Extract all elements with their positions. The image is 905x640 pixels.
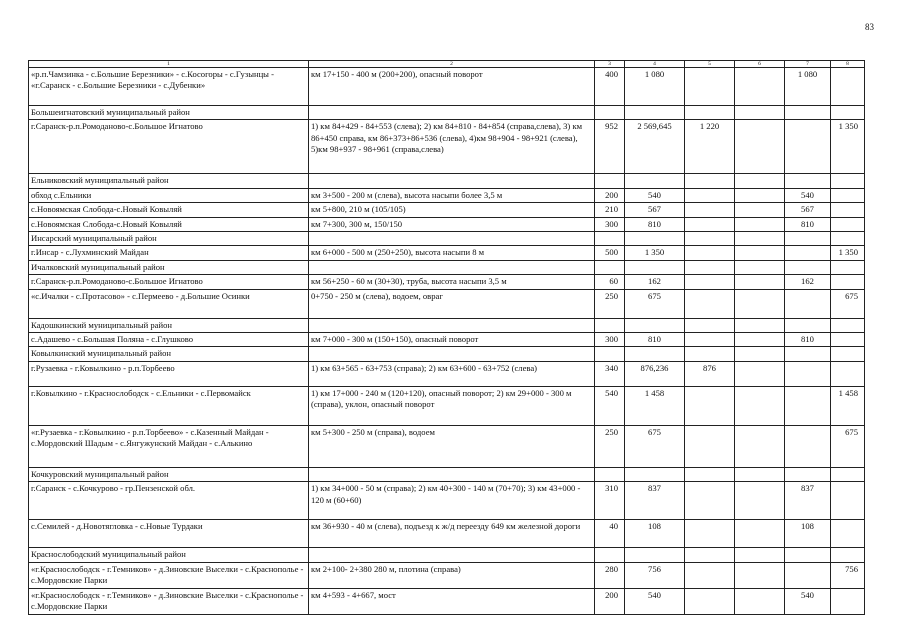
length-cell [595, 347, 625, 361]
length-cell: 200 [595, 588, 625, 614]
section-description-cell: км 6+000 - 500 м (250+250), высота насыпи 8 м [309, 246, 595, 260]
col6-cell [735, 203, 785, 217]
section-description-cell: 0+750 - 250 м (слева), водоем, овраг [309, 289, 595, 318]
cost-cell: 876,236 [625, 361, 685, 386]
col6-cell [735, 318, 785, 332]
length-cell: 200 [595, 188, 625, 202]
length-cell: 280 [595, 562, 625, 588]
section-description-cell: км 36+930 - 40 м (слева), подъезд к ж/д переезду 649 км железной дороги [309, 520, 595, 548]
cost-cell: 756 [625, 562, 685, 588]
length-cell: 300 [595, 217, 625, 231]
col5-cell [685, 562, 735, 588]
col7-cell [785, 260, 831, 274]
cost-cell [625, 347, 685, 361]
cost-cell [625, 174, 685, 188]
section-description-cell: км 5+800, 210 м (105/105) [309, 203, 595, 217]
col7-cell: 837 [785, 482, 831, 520]
col7-cell [785, 562, 831, 588]
col6-cell [735, 520, 785, 548]
col5-cell [685, 275, 735, 289]
col7-cell [785, 347, 831, 361]
cost-cell: 675 [625, 289, 685, 318]
length-cell: 300 [595, 333, 625, 347]
cost-cell: 675 [625, 425, 685, 467]
col8-cell [831, 68, 865, 106]
column-number-row [29, 61, 865, 68]
column-number: 8 [831, 61, 865, 68]
col8-cell: 1 350 [831, 120, 865, 174]
col5-cell [685, 289, 735, 318]
table-row [29, 482, 865, 520]
table-row [29, 588, 865, 614]
col5-cell: 876 [685, 361, 735, 386]
length-cell: 500 [595, 246, 625, 260]
col7-cell: 810 [785, 217, 831, 231]
col5-cell [685, 68, 735, 106]
col5-cell [685, 217, 735, 231]
col7-cell: 810 [785, 333, 831, 347]
cost-cell: 1 350 [625, 246, 685, 260]
col5-cell: 1 220 [685, 120, 735, 174]
cost-cell: 540 [625, 188, 685, 202]
cost-cell: 810 [625, 217, 685, 231]
section-description-cell [309, 347, 595, 361]
section-description-cell [309, 467, 595, 481]
length-cell: 340 [595, 361, 625, 386]
table-row [29, 425, 865, 467]
road-name-cell: г.Ковылкино - г.Краснослободск - с.Ельники - с.Первомайск [29, 386, 309, 425]
col6-cell [735, 217, 785, 231]
length-cell [595, 174, 625, 188]
col5-cell [685, 174, 735, 188]
road-name-cell: Ковылкинский муниципальный район [29, 347, 309, 361]
section-description-cell: км 4+593 - 4+667, мост [309, 588, 595, 614]
col8-cell [831, 361, 865, 386]
col6-cell [735, 562, 785, 588]
col8-cell: 675 [831, 425, 865, 467]
col6-cell [735, 188, 785, 202]
col8-cell: 756 [831, 562, 865, 588]
col8-cell: 1 350 [831, 246, 865, 260]
district-section-row [29, 106, 865, 120]
column-number: 3 [595, 61, 625, 68]
col7-cell [785, 120, 831, 174]
col6-cell [735, 347, 785, 361]
table-row [29, 520, 865, 548]
road-name-cell: «г.Краснослободск - г.Темников» - д.Зиновские Выселки - с.Краснополье - с.Мордовские Парки [29, 562, 309, 588]
length-cell [595, 106, 625, 120]
col8-cell [831, 174, 865, 188]
col8-cell [831, 318, 865, 332]
length-cell [595, 467, 625, 481]
col6-cell [735, 333, 785, 347]
col6-cell [735, 260, 785, 274]
col7-cell: 567 [785, 203, 831, 217]
col5-cell [685, 318, 735, 332]
col8-cell [831, 232, 865, 246]
col8-cell [831, 548, 865, 562]
section-description-cell: 1) км 17+000 - 240 м (120+120), опасный поворот; 2) км 29+000 - 300 м (справа), уклон, опасный поворот [309, 386, 595, 425]
table-row [29, 361, 865, 386]
length-cell: 250 [595, 425, 625, 467]
district-section-row [29, 318, 865, 332]
col7-cell [785, 174, 831, 188]
road-name-cell: с.Новоямская Слобода-с.Новый Ковыляй [29, 203, 309, 217]
col5-cell [685, 106, 735, 120]
col7-cell [785, 106, 831, 120]
road-name-cell: Ичалковский муниципальный район [29, 260, 309, 274]
road-name-cell: с.Адашево - с.Большая Поляна - с.Глушково [29, 333, 309, 347]
col5-cell [685, 188, 735, 202]
road-name-cell: Кадошкинский муниципальный район [29, 318, 309, 332]
table-row [29, 217, 865, 231]
table-row [29, 289, 865, 318]
road-name-cell: «р.п.Чамзинка - с.Большие Березники» - с.Косогоры - с.Гузынцы - «г.Саранск - с.Большие Березники - с.Дубенки» [29, 68, 309, 106]
col7-cell: 108 [785, 520, 831, 548]
section-description-cell: км 7+300, 300 м, 150/150 [309, 217, 595, 231]
road-name-cell: г.Саранск-р.п.Ромоданово-с.Большое Игнатово [29, 275, 309, 289]
col7-cell [785, 467, 831, 481]
road-name-cell: обход с.Ельники [29, 188, 309, 202]
table-row [29, 386, 865, 425]
column-number: 4 [625, 61, 685, 68]
district-section-row [29, 174, 865, 188]
col7-cell [785, 548, 831, 562]
col8-cell [831, 482, 865, 520]
road-name-cell: Инсарский муниципальный район [29, 232, 309, 246]
col7-cell [785, 289, 831, 318]
table-row [29, 188, 865, 202]
cost-cell: 567 [625, 203, 685, 217]
col7-cell [785, 386, 831, 425]
col6-cell [735, 467, 785, 481]
col8-cell [831, 106, 865, 120]
road-name-cell: с.Новоямская Слобода-с.Новый Ковыляй [29, 217, 309, 231]
col8-cell [831, 467, 865, 481]
col5-cell [685, 548, 735, 562]
col6-cell [735, 588, 785, 614]
section-description-cell: 1) км 63+565 - 63+753 (справа); 2) км 63+600 - 63+752 (слева) [309, 361, 595, 386]
col8-cell [831, 260, 865, 274]
col7-cell: 540 [785, 188, 831, 202]
col8-cell [831, 188, 865, 202]
col8-cell: 675 [831, 289, 865, 318]
road-name-cell: Краснослободский муниципальный район [29, 548, 309, 562]
col5-cell [685, 232, 735, 246]
col8-cell [831, 275, 865, 289]
section-description-cell: 1) км 84+429 - 84+553 (слева); 2) км 84+810 - 84+854 (справа,слева), 3) км 86+450 справа, км 86+373+86+536 (слева), 4)км 98+904 - 98+921 (слева), 5)км 98+937 - 98+961 (справа,слева) [309, 120, 595, 174]
col5-cell [685, 520, 735, 548]
length-cell: 60 [595, 275, 625, 289]
section-description-cell [309, 106, 595, 120]
column-number: 5 [685, 61, 735, 68]
col5-cell [685, 425, 735, 467]
column-number: 2 [309, 61, 595, 68]
table-row [29, 333, 865, 347]
table-row [29, 246, 865, 260]
col5-cell [685, 260, 735, 274]
road-sections-table [28, 60, 865, 615]
table-row [29, 562, 865, 588]
col6-cell [735, 275, 785, 289]
length-cell: 400 [595, 68, 625, 106]
col6-cell [735, 289, 785, 318]
cost-cell: 108 [625, 520, 685, 548]
col5-cell [685, 246, 735, 260]
col5-cell [685, 467, 735, 481]
column-number: 1 [29, 61, 309, 68]
section-description-cell [309, 548, 595, 562]
section-description-cell: км 56+250 - 60 м (30+30), труба, высота насыпи 3,5 м [309, 275, 595, 289]
column-number: 6 [735, 61, 785, 68]
cost-cell: 162 [625, 275, 685, 289]
col8-cell [831, 588, 865, 614]
col6-cell [735, 106, 785, 120]
road-name-cell: г.Саранск-р.п.Ромоданово-с.Большое Игнатово [29, 120, 309, 174]
section-description-cell [309, 318, 595, 332]
length-cell [595, 548, 625, 562]
col6-cell [735, 386, 785, 425]
section-description-cell [309, 232, 595, 246]
road-name-cell: г.Инсар - с.Лухминский Майдан [29, 246, 309, 260]
table-row [29, 203, 865, 217]
length-cell: 952 [595, 120, 625, 174]
road-name-cell: с.Семилей - д.Новотягловка - с.Новые Турдаки [29, 520, 309, 548]
road-name-cell: г.Саранск - с.Кочкурово - гр.Пензенской обл. [29, 482, 309, 520]
column-number: 7 [785, 61, 831, 68]
district-section-row [29, 347, 865, 361]
length-cell: 40 [595, 520, 625, 548]
length-cell: 250 [595, 289, 625, 318]
col5-cell [685, 347, 735, 361]
section-description-cell: км 17+150 - 400 м (200+200), опасный поворот [309, 68, 595, 106]
table-row [29, 120, 865, 174]
section-description-cell: км 5+300 - 250 м (справа), водоем [309, 425, 595, 467]
district-section-row [29, 467, 865, 481]
col7-cell: 540 [785, 588, 831, 614]
col8-cell [831, 520, 865, 548]
cost-cell: 837 [625, 482, 685, 520]
cost-cell: 810 [625, 333, 685, 347]
col8-cell [831, 203, 865, 217]
col7-cell: 162 [785, 275, 831, 289]
cost-cell: 1 458 [625, 386, 685, 425]
col7-cell: 1 080 [785, 68, 831, 106]
cost-cell [625, 260, 685, 274]
col8-cell [831, 333, 865, 347]
col6-cell [735, 246, 785, 260]
road-name-cell: Ельниковский муниципальный район [29, 174, 309, 188]
col8-cell [831, 347, 865, 361]
col6-cell [735, 482, 785, 520]
road-name-cell: «г.Краснослободск - г.Темников» - д.Зиновские Выселки - с.Краснополье - с.Мордовские Парки [29, 588, 309, 614]
district-section-row [29, 232, 865, 246]
page-number: 83 [865, 22, 874, 32]
cost-cell [625, 467, 685, 481]
section-description-cell [309, 174, 595, 188]
section-description-cell: км 3+500 - 200 м (слева), высота насыпи более 3,5 м [309, 188, 595, 202]
col5-cell [685, 333, 735, 347]
col5-cell [685, 482, 735, 520]
col7-cell [785, 232, 831, 246]
col6-cell [735, 68, 785, 106]
length-cell [595, 318, 625, 332]
col6-cell [735, 120, 785, 174]
col6-cell [735, 425, 785, 467]
section-description-cell: 1) км 34+000 - 50 м (справа); 2) км 40+300 - 140 м (70+70); 3) км 43+000 - 120 м (60+60) [309, 482, 595, 520]
col8-cell: 1 458 [831, 386, 865, 425]
col8-cell [831, 217, 865, 231]
section-description-cell: км 2+100- 2+380 280 м, плотина (справа) [309, 562, 595, 588]
district-section-row [29, 548, 865, 562]
col5-cell [685, 588, 735, 614]
length-cell [595, 232, 625, 246]
col6-cell [735, 232, 785, 246]
road-name-cell: г.Рузаевка - г.Ковылкино - р.п.Торбеево [29, 361, 309, 386]
road-name-cell: «с.Ичалки - с.Протасово» - с.Пермеево - д.Большие Осинки [29, 289, 309, 318]
col5-cell [685, 203, 735, 217]
length-cell [595, 260, 625, 274]
section-description-cell [309, 260, 595, 274]
section-description-cell: км 7+000 - 300 м (150+150), опасный поворот [309, 333, 595, 347]
col7-cell [785, 425, 831, 467]
col5-cell [685, 386, 735, 425]
cost-cell: 2 569,645 [625, 120, 685, 174]
cost-cell [625, 318, 685, 332]
district-section-row [29, 260, 865, 274]
length-cell: 310 [595, 482, 625, 520]
road-name-cell: «г.Рузаевка - г.Ковылкино - р.п.Торбеево» - с.Казенный Майдан - с.Мордовский Шадым - с.Янгужунский Майдан - с.Алькино [29, 425, 309, 467]
road-name-cell: Большеигнатовский муниципальный район [29, 106, 309, 120]
table-body [29, 61, 865, 615]
cost-cell [625, 106, 685, 120]
cost-cell [625, 232, 685, 246]
col7-cell [785, 246, 831, 260]
col6-cell [735, 174, 785, 188]
col7-cell [785, 361, 831, 386]
road-name-cell: Кочкуровский муниципальный район [29, 467, 309, 481]
cost-cell [625, 548, 685, 562]
cost-cell: 540 [625, 588, 685, 614]
col6-cell [735, 361, 785, 386]
length-cell: 210 [595, 203, 625, 217]
col7-cell [785, 318, 831, 332]
table-row [29, 68, 865, 106]
table-row [29, 275, 865, 289]
length-cell: 540 [595, 386, 625, 425]
col6-cell [735, 548, 785, 562]
cost-cell: 1 080 [625, 68, 685, 106]
